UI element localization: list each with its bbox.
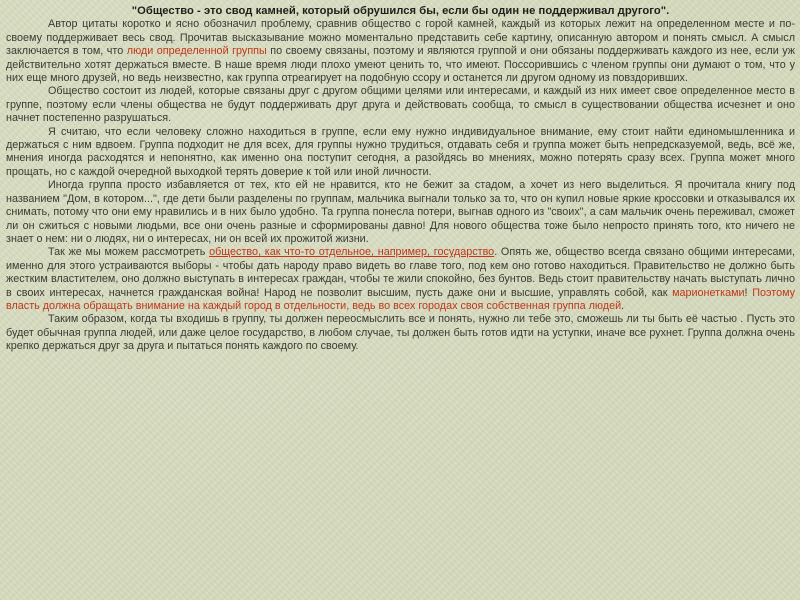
paragraph-5-segment: . xyxy=(621,299,625,312)
paragraph-3-segment: Я считаю, что если человеку сложно находиться в группе, если ему нужно индивидуальное внимание, ему стоит найти единомышленника и держаться с ним вдвоем. Группа подходит не для всех, для группы нужно трудиться, отдавать себя и группа может быть непредсказуемой, ведь, всё же, мнения иногда расходятся и непонятно, как именно она поступит сегодня, а разойдясь во мнениях, можно потерять сразу всех. Группа может много прощать, но с каждой очередной выходкой терять доверие к той или иной личности. xyxy=(6,125,795,178)
paragraph-1-segment: Автор цитаты коротко и ясно обозначил проблему, сравнив общество с горой камней, каждый из которых лежит на определенном месте и по-своему поддерживает весь свод. Прочитав высказывание можно моментально представить себе картину, описанную автором и понять смысл. А смысл заключается в том, что xyxy=(6,18,795,58)
paragraph-4 xyxy=(6,179,795,246)
highlight-phrase: Поэтому власть должна обращать внимание на каждый город в отдельности, ведь во всех городах своя собственная группа людей xyxy=(6,286,796,312)
paragraph-5-segment: ! xyxy=(744,286,753,299)
paragraph-2 xyxy=(6,85,795,125)
highlight-phrase: общество, как что-то отдельное, например, государство xyxy=(209,246,495,259)
paragraph-2-segment: Общество состоит из людей, которые связаны друг с другом общими целями или интересами, и каждый из них имеет свое определенное место в группе, поэтому если члены общества не будут поддерживать друг друга и действовать сообща, то смысл в существовании общества исчезнет и оно начнет постепенно разрушаться. xyxy=(6,85,795,125)
paragraph-6 xyxy=(6,313,795,353)
highlight-phrase: марионетками xyxy=(672,286,745,299)
paragraph-6-segment: Таким образом, когда ты входишь в группу, ты должен переосмыслить все и понять, нужно ли тебе это, сможешь ли ты быть её частью . Пусть это будет обычная группа людей, или даже целое государство, в любом случае, ты должен быть готов идти на уступки, иначе все рухнет. Группа должна очень крепко держаться друг за друга и пытаться понять каждого по своему. xyxy=(6,313,795,353)
paragraph-5-segment: Так же мы можем рассмотреть xyxy=(48,246,210,259)
essay-title: "Общество - это свод камней, который обрушился бы, если бы один не поддерживал другого". xyxy=(131,5,670,17)
essay-text-block xyxy=(6,5,795,354)
paragraph-1 xyxy=(6,18,795,85)
paragraph-3 xyxy=(6,126,795,180)
paragraph-4-segment: Иногда группа просто избавляется от тех, кто ей не нравится, кто не бежит за стадом, а хочет из него выделиться. Я прочитала книгу под названием "Дом, в котором...", где дети были разделены по группам, мальчика выгнали только за то, что он купил новые яркие кроссовки и отказывался их снимать, потому что они ему нравились и в них было удобно. Та группа понесла потери, выгнав одного из "своих", а сам мальчик очень переживал, сможет ли он сжиться с новыми людьми, все они очень разные и сформированы давно! Для нового общества тоже было непросто принять того, кто ничего не знает о нем: ни о людях, ни о интересах, ни он всей их прожитой жизни. xyxy=(6,179,795,245)
highlight-phrase: люди определенной группы xyxy=(126,45,267,58)
paragraph-5 xyxy=(6,246,795,313)
paragraph-1-segment: по своему связаны, поэтому и являются группой и они обязаны поддерживать каждого из нее, если уж действительно хотят держаться вместе. В наше время люди плохо умеют ценить то, что имеют. Поссорившись с членом группы они думают о том, что у них еще много друзей, но ведь неизвестно, как группа отреагирует на подобную ссору и останется ли другом одному из повздоривших. xyxy=(6,45,796,85)
paragraph-5-segment: . Опять же, общество всегда связано общими интересами, именно для этого устраиваются выборы - чтобы дать народу право видеть во главе того, под кем оно готово находиться. Правительство не должно быть жестким властителем, оно должно выступать в интересах граждан, чтобы те жили спокойно, без бунтов. Ведь стоит правительству начать выступать лично в своих интересах, начнется гражданская война! Народ не позволит высшим, пусть даже они и высшие, управлять собой, как xyxy=(6,246,795,299)
